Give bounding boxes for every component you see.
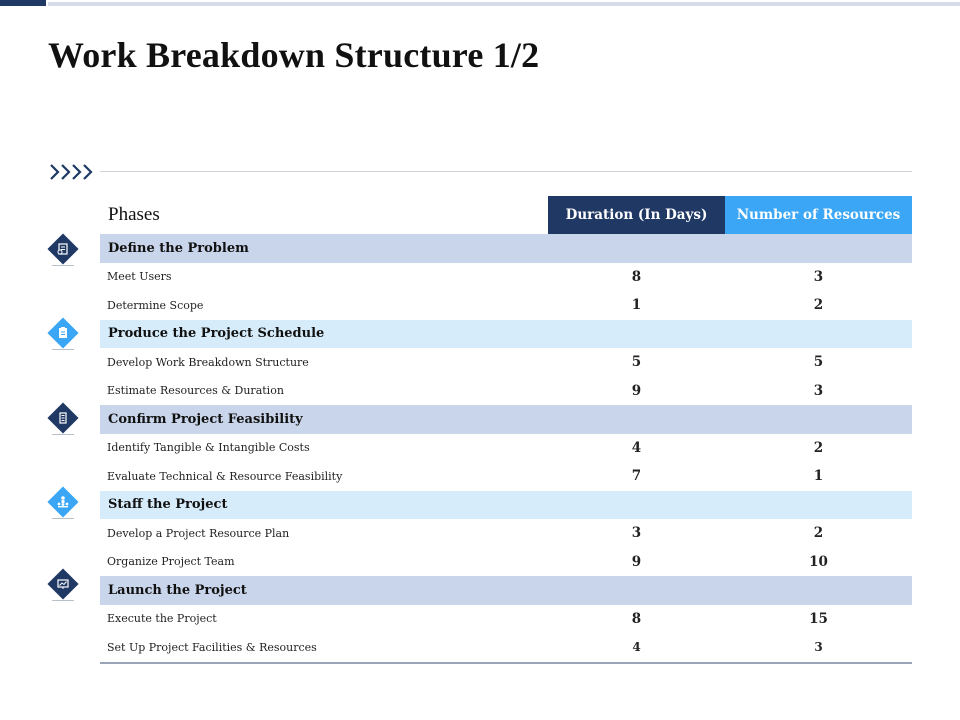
- task-duration: 1: [631, 297, 642, 314]
- page-title: Work Breakdown Structure 1/2: [48, 35, 540, 75]
- top-divider-bar: [48, 2, 960, 6]
- task-name: Meet Users: [107, 270, 172, 284]
- duration-header: Duration (In Days): [548, 196, 725, 234]
- task-duration: 8: [631, 610, 642, 627]
- task-resources: 3: [813, 268, 824, 285]
- table-row: [100, 462, 912, 491]
- task-duration: 4: [632, 640, 641, 655]
- chevrons-icon: [49, 162, 99, 182]
- task-duration: 5: [631, 354, 642, 371]
- table-row: [100, 605, 912, 634]
- task-duration: 4: [631, 439, 642, 456]
- phase-row: Confirm Project Feasibility: [100, 405, 912, 434]
- task-resources: 10: [809, 553, 828, 570]
- task-name: Execute the Project: [107, 612, 217, 626]
- task-name: Develop a Project Resource Plan: [107, 526, 290, 540]
- phases-header: Phases: [108, 204, 160, 225]
- task-resources: 1: [813, 468, 824, 485]
- phase-row: Staff the Project: [100, 491, 912, 520]
- task-resources: 2: [813, 297, 824, 314]
- task-duration: 7: [631, 468, 642, 485]
- task-duration: 8: [631, 268, 642, 285]
- task-duration: 9: [631, 382, 642, 399]
- table-row: [100, 348, 912, 377]
- team-icon: [48, 487, 78, 517]
- phase-row: Launch the Project: [100, 576, 912, 605]
- wbs-table: [100, 196, 912, 664]
- clipboard-icon: [48, 318, 78, 348]
- task-duration: 9: [631, 553, 642, 570]
- table-row: [100, 263, 912, 292]
- task-name: Set Up Project Facilities & Resources: [107, 640, 317, 654]
- resources-header: Number of Resources: [725, 196, 912, 234]
- phase-row: Produce the Project Schedule: [100, 320, 912, 349]
- top-accent-bar: [0, 0, 46, 6]
- task-resources: 2: [813, 525, 824, 542]
- table-row: [100, 291, 912, 320]
- section-divider: [100, 171, 912, 172]
- table-row: [100, 633, 912, 662]
- document-gear-icon: [48, 234, 78, 264]
- task-name: Organize Project Team: [107, 555, 235, 569]
- presentation-chart-icon: [48, 569, 78, 599]
- task-resources: 5: [813, 354, 824, 371]
- table-bottom-rule: [100, 662, 912, 664]
- task-name: Evaluate Technical & Resource Feasibility: [107, 469, 343, 483]
- task-resources: 3: [814, 640, 823, 655]
- task-resources: 15: [809, 610, 828, 627]
- building-chart-icon: [48, 403, 78, 433]
- phase-row: Define the Problem: [100, 234, 912, 263]
- task-duration: 3: [631, 525, 642, 542]
- table-row: [100, 548, 912, 577]
- table-row: [100, 434, 912, 463]
- table-header: [100, 196, 912, 234]
- task-resources: 3: [813, 382, 824, 399]
- task-name: Identify Tangible & Intangible Costs: [107, 441, 310, 455]
- table-row: [100, 377, 912, 406]
- task-name: Determine Scope: [107, 298, 204, 312]
- task-name: Estimate Resources & Duration: [107, 384, 284, 398]
- table-row: [100, 519, 912, 548]
- task-name: Develop Work Breakdown Structure: [107, 355, 309, 369]
- task-resources: 2: [813, 439, 824, 456]
